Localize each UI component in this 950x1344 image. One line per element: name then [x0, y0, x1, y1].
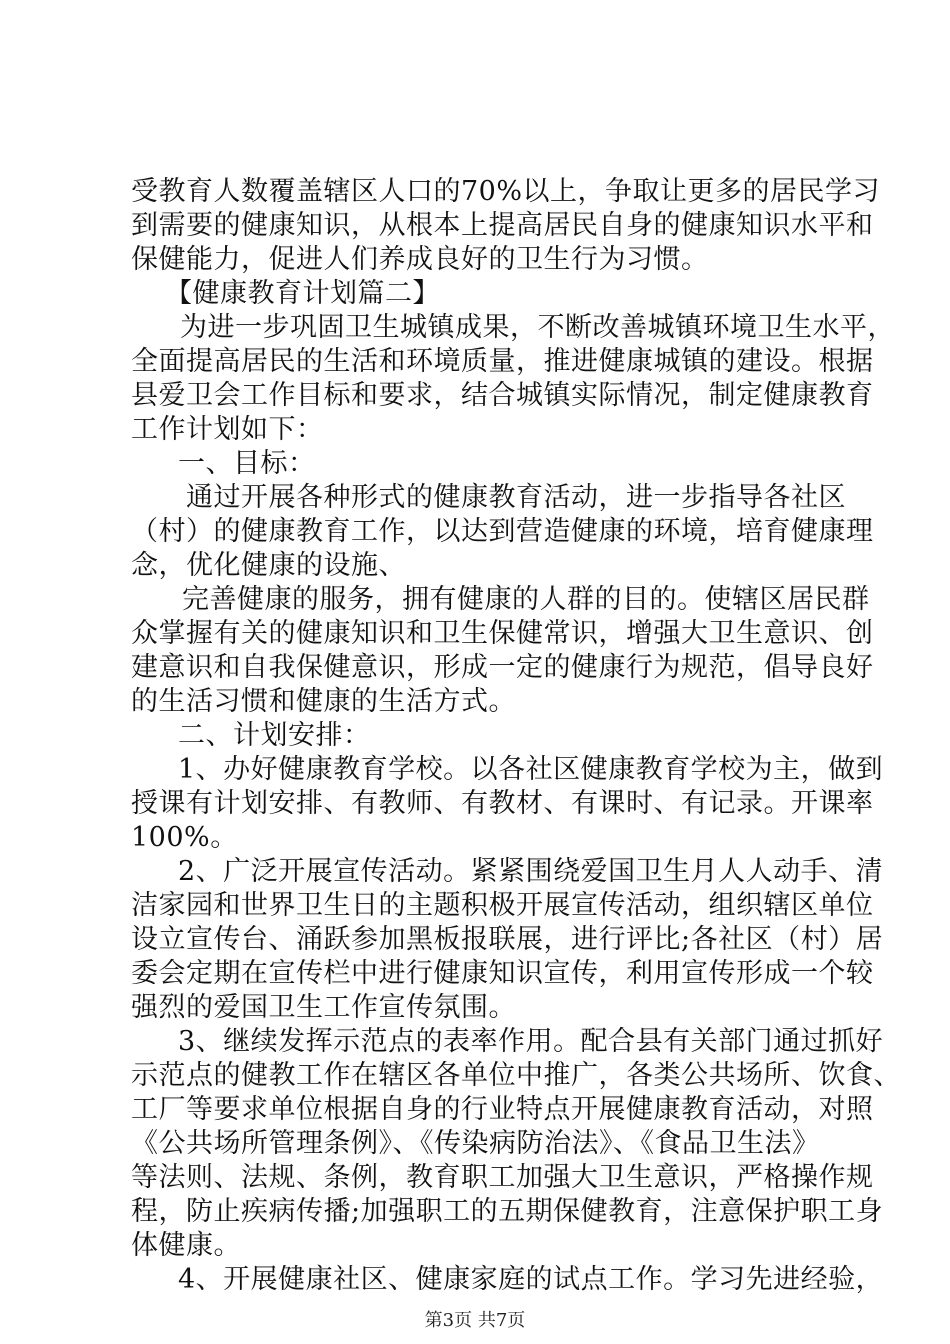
text-line: 1、办好健康教育学校。以各社区健康教育学校为主，做到 — [178, 754, 884, 785]
text-line: 念，优化健康的设施、 — [131, 550, 406, 581]
text-line: 《公共场所管理条例》、《传染病防治法》、《食品卫生法》 — [131, 1128, 820, 1159]
text-line: 工厂等要求单位根据自身的行业特点开展健康教育活动，对照 — [131, 1094, 874, 1125]
text-line: 完善健康的服务，拥有健康的人群的目的。使辖区居民群 — [182, 584, 870, 615]
text-line: 授课有计划安排、有教师、有教材、有课时、有记录。开课率 — [131, 788, 874, 819]
text-line: 示范点的健教工作在辖区各单位中推广，各类公共场所、饮食、 — [131, 1060, 901, 1091]
text-line: 100%。 — [131, 822, 238, 853]
text-line: （村）的健康教育工作，以达到营造健康的环境，培育健康理 — [131, 516, 874, 547]
text-line: 建意识和自我保健意识，形成一定的健康行为规范，倡导良好 — [131, 652, 874, 683]
text-line: 洁家园和世界卫生日的主题积极开展宣传活动，组织辖区单位 — [131, 890, 874, 921]
subheading: 一、目标： — [178, 448, 316, 479]
text-line: 委会定期在宣传栏中进行健康知识宣传，利用宣传形成一个较 — [131, 958, 874, 989]
text-line: 县爱卫会工作目标和要求，结合城镇实际情况，制定健康教育 — [131, 380, 874, 411]
page-number-footer: 第3页 共7页 — [424, 1310, 526, 1331]
section-heading: 【健康教育计划篇二】 — [165, 278, 440, 309]
text-line: 到需要的健康知识，从根本上提高居民自身的健康知识水平和 — [131, 210, 874, 241]
subheading: 二、计划安排： — [178, 720, 371, 751]
text-line: 3、继续发挥示范点的表率作用。配合县有关部门通过抓好 — [178, 1026, 884, 1057]
text-line: 受教育人数覆盖辖区人口的70%以上，争取让更多的居民学习 — [131, 176, 881, 207]
text-line: 设立宣传台、涌跃参加黑板报联展，进行评比;各社区（村）居 — [131, 924, 884, 955]
text-line: 为进一步巩固卫生城镇成果，不断改善城镇环境卫生水平， — [180, 312, 895, 343]
text-line: 工作计划如下： — [131, 414, 324, 445]
text-line: 众掌握有关的健康知识和卫生保健常识，增强大卫生意识、创 — [131, 618, 874, 649]
text-line: 等法则、法规、条例，教育职工加强大卫生意识，严格操作规 — [131, 1162, 874, 1193]
text-line: 的生活习惯和健康的生活方式。 — [131, 686, 516, 717]
text-line: 2、广泛开展宣传活动。紧紧围绕爱国卫生月人人动手、清 — [178, 856, 884, 887]
text-line: 4、开展健康社区、健康家庭的试点工作。学习先进经验， — [178, 1264, 884, 1295]
text-line: 程，防止疾病传播;加强职工的五期保健教育，注意保护职工身 — [131, 1196, 884, 1227]
text-line: 保健能力，促进人们养成良好的卫生行为习惯。 — [131, 244, 709, 275]
text-line: 强烈的爱国卫生工作宣传氛围。 — [131, 992, 516, 1023]
text-line: 全面提高居民的生活和环境质量，推进健康城镇的建设。根据 — [131, 346, 874, 377]
text-line: 通过开展各种形式的健康教育活动，进一步指导各社区 — [186, 482, 846, 513]
text-line: 体健康。 — [131, 1230, 241, 1261]
